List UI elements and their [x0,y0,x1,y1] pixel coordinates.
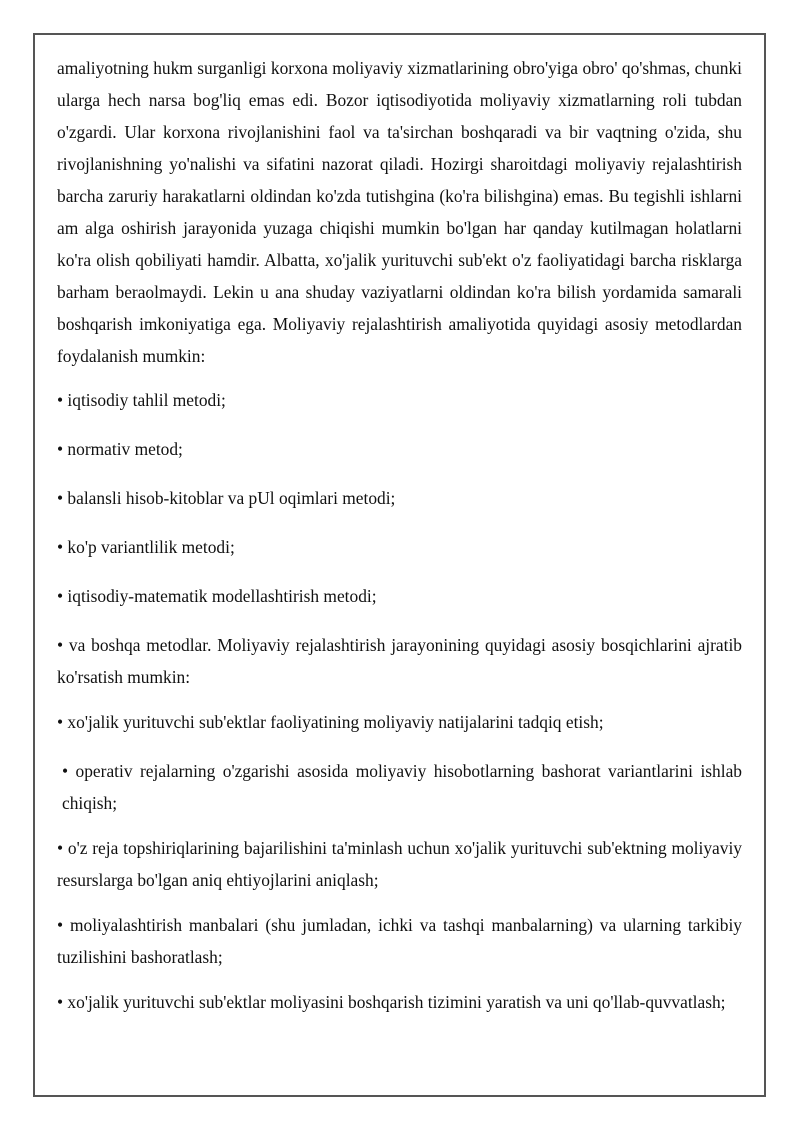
list-item: • o'z reja topshiriqlarining bajarilishini ta'minlash uchun xo'jalik yurituvchi sub'ektning moliyaviy resurslarga bo'lgan aniq ehtiyojlarini aniqlash; [57,838,742,890]
list-item: • moliyalashtirish manbalari (shu jumladan, ichki va tashqi manbalarning) va ularning tarkibiy tuzilishini bashoratlash; [57,915,742,967]
document-body [57,52,742,1031]
list-item: • ko'p variantlilik metodi; [57,537,235,557]
list-item: • operativ rejalarning o'zgarishi asosida moliyaviy hisobotlarning bashorat variantlarini ishlab chiqish; [62,761,742,813]
list-item: • xo'jalik yurituvchi sub'ektlar faoliyatining moliyaviy natijalarini tadqiq etish; [57,712,604,732]
list-item: • va boshqa metodlar. Moliyaviy rejalashtirish jarayonining quyidagi asosiy bosqichlarini ajratib ko'rsatish mumkin: [57,635,742,687]
intro-paragraph: amaliyotning hukm surganligi korxona moliyaviy xizmatlarining obro'yiga obro' qo'shmas, chunki ularga hech narsa bog'liq emas edi. Bozor iqtisodiyotida moliyaviy xizmatlarning roli tubdan o'zgardi. Ular korxona rivojlanishini faol va ta'sirchan boshqaradi va bir vaqtning o'zida, shu rivojlanishning yo'nalishi va sifatini nazorat qiladi. Hozirgi sharoitdagi moliyaviy rejalashtirish barcha zaruriy harakatlarni oldindan ko'zda tutishgina (ko'ra bilishgina) emas. Bu tegishli ishlarni am alga oshirish jarayonida yuzaga chiqishi mumkin bo'lgan har qanday kutilmagan holatlarni ko'ra olish qobiliyati hamdir. Albatta, xo'jalik yurituvchi sub'ekt o'z faoliyatidagi barcha risklarga barham beraolmaydi. Lekin u ana shuday vaziyatlarni oldindan ko'ra bilish yordamida samarali boshqarish imkoniyatiga ega. Moliyaviy rejalashtirish amaliyotida quyidagi asosiy metodlardan foydalanish mumkin: [57,58,742,366]
list-item: • balansli hisob-kitoblar va pUl oqimlari metodi; [57,488,396,508]
list-item: • normativ metod; [57,439,183,459]
list-item: • xo'jalik yurituvchi sub'ektlar moliyasini boshqarish tizimini yaratish va uni qo'llab-quvvatlash; [57,992,726,1012]
list-item: • iqtisodiy tahlil metodi; [57,390,226,410]
list-item: • iqtisodiy-matematik modellashtirish metodi; [57,586,377,606]
